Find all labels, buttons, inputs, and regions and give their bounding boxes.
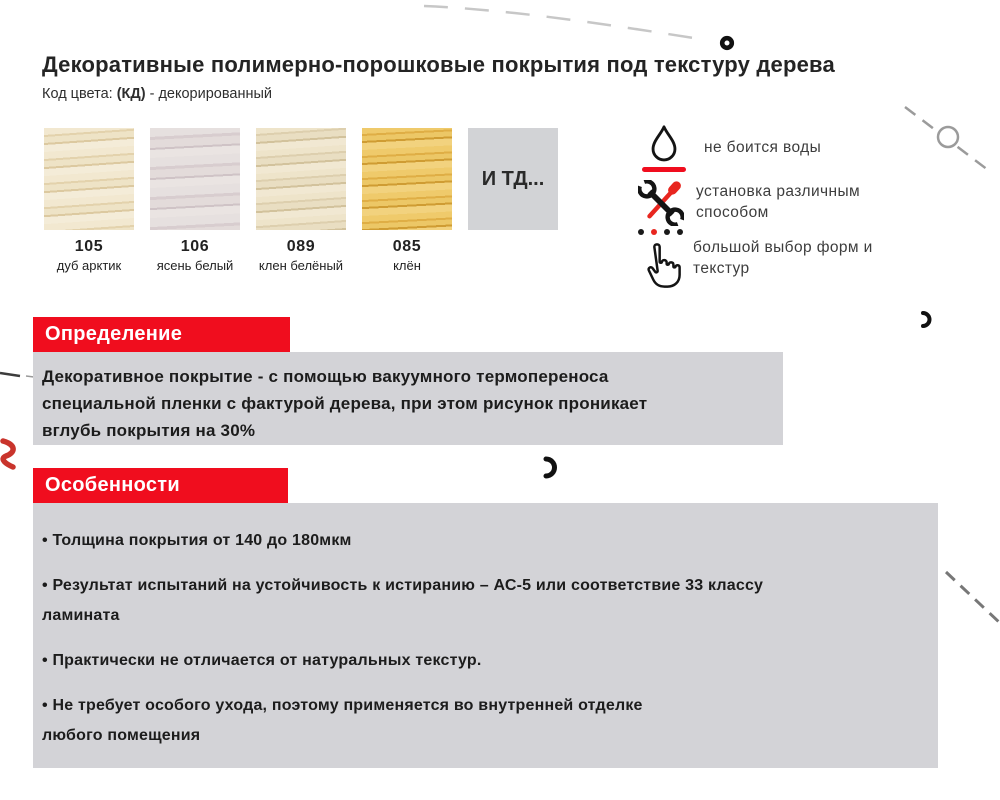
benefit-installation (638, 180, 921, 226)
benefit-label: не боится воды (704, 138, 822, 156)
feature-text: любого помещения (42, 727, 201, 744)
dashed-line-top-right (905, 107, 988, 170)
wood-texture-105 (44, 128, 134, 230)
benefit-water (642, 124, 904, 172)
features-panel (33, 503, 938, 768)
water-drop-icon (642, 124, 686, 172)
feature-bullet (42, 691, 928, 751)
wood-texture-085 (362, 128, 452, 230)
color-code: (КД) (116, 86, 146, 102)
swatch-code: 105 (74, 238, 104, 255)
benefit-label: большой выбор форм и текстур (693, 238, 873, 277)
swatch-105 (44, 128, 134, 273)
swatch-code: 085 (392, 238, 422, 255)
etc-box: И ТД... (468, 128, 558, 230)
wood-texture-106 (150, 128, 240, 230)
crescent-right (923, 313, 930, 326)
feature-bullet (42, 571, 928, 631)
red-squiggle-left (3, 441, 13, 467)
ring-top-right (938, 127, 958, 147)
swatch-name: клён (393, 258, 421, 273)
hand-pointing-icon (638, 229, 683, 288)
feature-text: ламината (42, 607, 120, 624)
feature-bullet (42, 646, 928, 676)
swatch-name: ясень белый (156, 258, 234, 273)
tools-icon (638, 180, 684, 226)
red-underline (642, 167, 686, 172)
definition-line: Декоративное покрытие - с помощью вакуумного термопереноса (42, 367, 609, 386)
color-code-prefix: Код цвета: (42, 86, 117, 102)
definition-line: вглубь покрытия на 30% (42, 421, 256, 440)
swatch-code: 106 (180, 238, 210, 255)
color-code-line (42, 86, 272, 102)
dashed-line-bottom-right (946, 572, 1000, 623)
definition-line: специальной пленки с фактурой дерева, при этом рисунок проникает (42, 394, 648, 413)
wood-texture-089 (256, 128, 346, 230)
dash-left (0, 373, 20, 376)
feature-text: • Результат испытаний на устойчивость к истиранию – АС-5 или соответствие 33 классу (42, 571, 928, 601)
color-code-suffix: - декорированный (145, 86, 272, 102)
swatch-name: клен белёный (258, 258, 344, 273)
features-header: Особенности (33, 468, 288, 503)
feature-text: • Не требует особого ухода, поэтому применяется во внутренней отделке (42, 691, 928, 721)
swatch-row (44, 128, 558, 273)
definition-panel (33, 352, 783, 445)
swatch-code: 089 (286, 238, 316, 255)
definition-header: Определение (33, 317, 290, 352)
page-title: Декоративные полимерно-порошковые покрытия под текстуру дерева (42, 52, 835, 77)
swatch-name: дуб арктик (56, 258, 122, 273)
benefit-label: установка различным способом (696, 183, 861, 221)
swatch-106 (150, 128, 240, 273)
swatch-etc (468, 128, 558, 273)
swatch-085 (362, 128, 452, 273)
feature-bullet (42, 526, 928, 556)
crescent-middle (546, 459, 555, 476)
swatch-089 (256, 128, 346, 273)
dashed-curve-top (424, 6, 706, 40)
donut-dot (722, 38, 732, 48)
feature-text: • Практически не отличается от натуральных текстур. (42, 646, 928, 676)
feature-text: • Толщина покрытия от 140 до 180мкм (42, 526, 928, 556)
selection-dots (638, 229, 683, 235)
benefit-choice (638, 229, 923, 288)
